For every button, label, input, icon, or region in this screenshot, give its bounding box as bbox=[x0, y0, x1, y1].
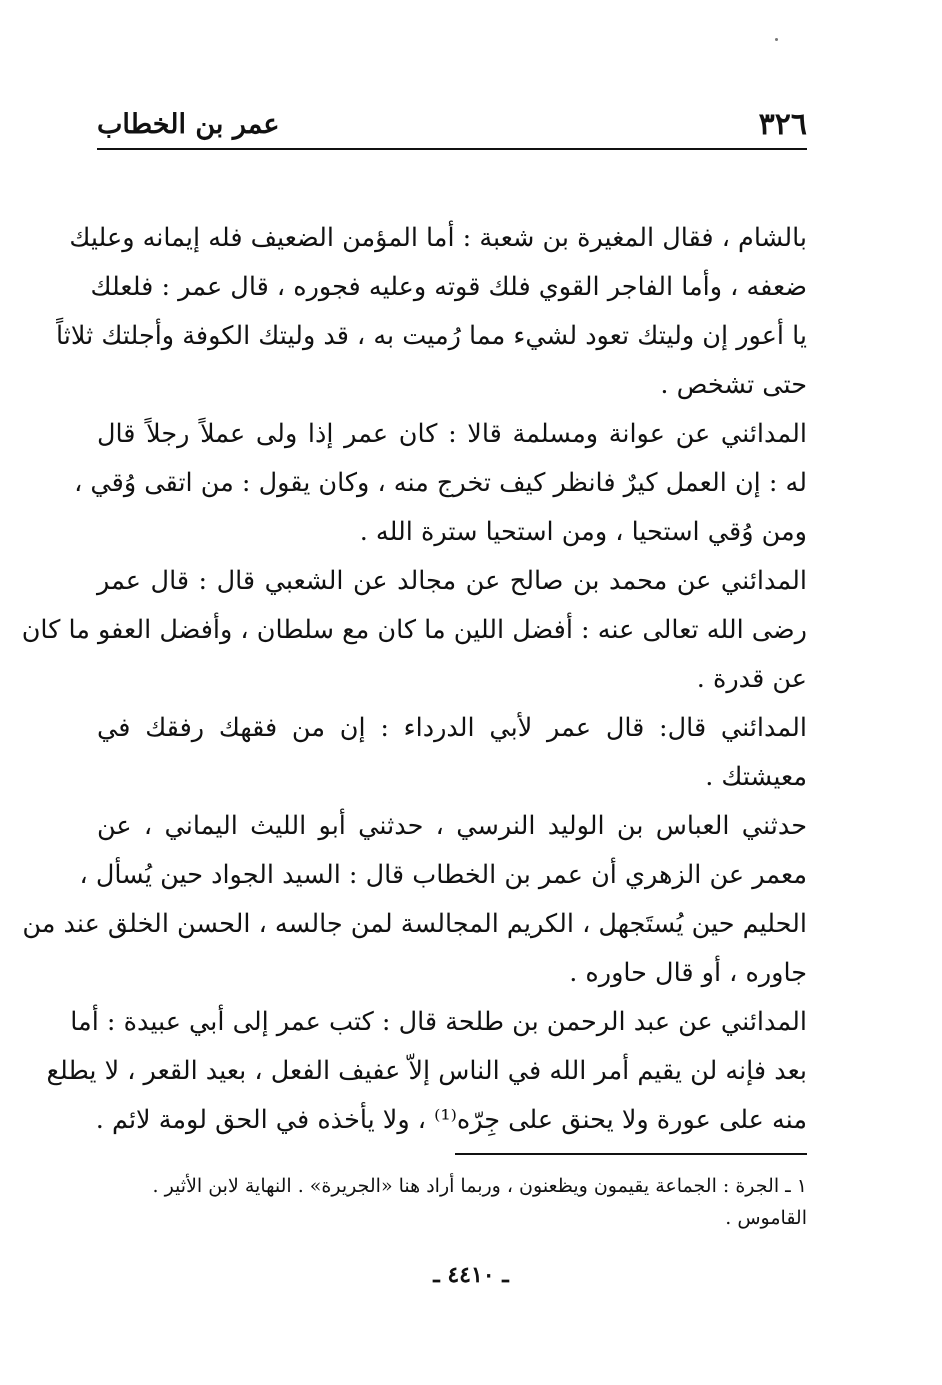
text-line: له : إن العمل كيرٌ فانظر كيف تخرج منه ، وكان يقول : من اتقى وُقي ، bbox=[74, 468, 807, 498]
text-line: عن قدرة . bbox=[696, 664, 807, 694]
scan-speck bbox=[775, 38, 778, 41]
page-header bbox=[97, 100, 807, 148]
footnotes bbox=[97, 1170, 807, 1234]
running-title: عمر بن الخطاب bbox=[97, 108, 280, 140]
text-line: منه على عورة ولا يحنق على جِرّه⁽¹⁾ ، ولا يأخذه في الحق لومة لائم . bbox=[95, 1105, 807, 1135]
header-rule bbox=[97, 148, 807, 150]
text-line: حدثني العباس بن الوليد النرسي ، حدثني أبو الليث اليماني ، عن bbox=[97, 811, 807, 841]
footnote-rule bbox=[455, 1153, 807, 1155]
text-line: بعد فإنه لن يقيم أمر الله في الناس إلاّ عفيف الفعل ، بعيد القعر ، لا يطلع bbox=[46, 1056, 807, 1086]
page-number: ٣٢٦ bbox=[758, 106, 807, 142]
text-line: معيشتك . bbox=[705, 762, 807, 792]
text-line: المدائني عن عوانة ومسلمة قالا : كان عمر إذا ولى عملاً رجلاً قال bbox=[97, 419, 807, 449]
footnote-line: القاموس . bbox=[725, 1207, 807, 1229]
footnote-line: ١ ـ الجرة : الجماعة يقيمون ويظعنون ، وربما أراد هنا «الجريرة» . النهاية لابن الأثير . bbox=[152, 1175, 807, 1197]
text-line: حتى تشخص . bbox=[660, 370, 807, 400]
text-line: ومن وُقي استحيا ، ومن استحيا سترة الله . bbox=[359, 517, 807, 547]
text-line: الحليم حين يُستَجهل ، الكريم المجالسة لمن جالسه ، الحسن الخلق عند من bbox=[22, 909, 807, 939]
text-line: بالشام ، فقال المغيرة بن شعبة : أما المؤمن الضعيف فله إيمانه وعليك bbox=[69, 223, 807, 253]
text-line: المدائني عن محمد بن صالح عن مجالد عن الشعبي قال : قال عمر bbox=[97, 566, 807, 596]
text-line: ضعفه ، وأما الفاجر القوي فلك قوته وعليه فجوره ، قال عمر : فلعلك bbox=[90, 272, 807, 302]
folio-number: ـ ٤٤١٠ ـ bbox=[433, 1262, 509, 1288]
text-line: المدائني عن عبد الرحمن بن طلحة قال : كتب عمر إلى أبي عبيدة : أما bbox=[70, 1007, 807, 1037]
text-line: يا أعور إن وليتك تعود لشيء مما رُميت به ، قد وليتك الكوفة وأجلتك ثلاثاً bbox=[56, 321, 807, 351]
text-line: المدائني قال: قال عمر لأبي الدرداء : إن من فقهك رفقك في bbox=[97, 713, 807, 743]
text-line: رضى الله تعالى عنه : أفضل اللين ما كان مع سلطان ، وأفضل العفو ما كان bbox=[21, 615, 807, 645]
body-text bbox=[21, 214, 807, 1145]
text-line: جاوره ، أو قال حاوره . bbox=[569, 958, 807, 988]
text-line: معمر عن الزهري أن عمر بن الخطاب قال : السيد الجواد حين يُسأل ، bbox=[79, 860, 807, 890]
